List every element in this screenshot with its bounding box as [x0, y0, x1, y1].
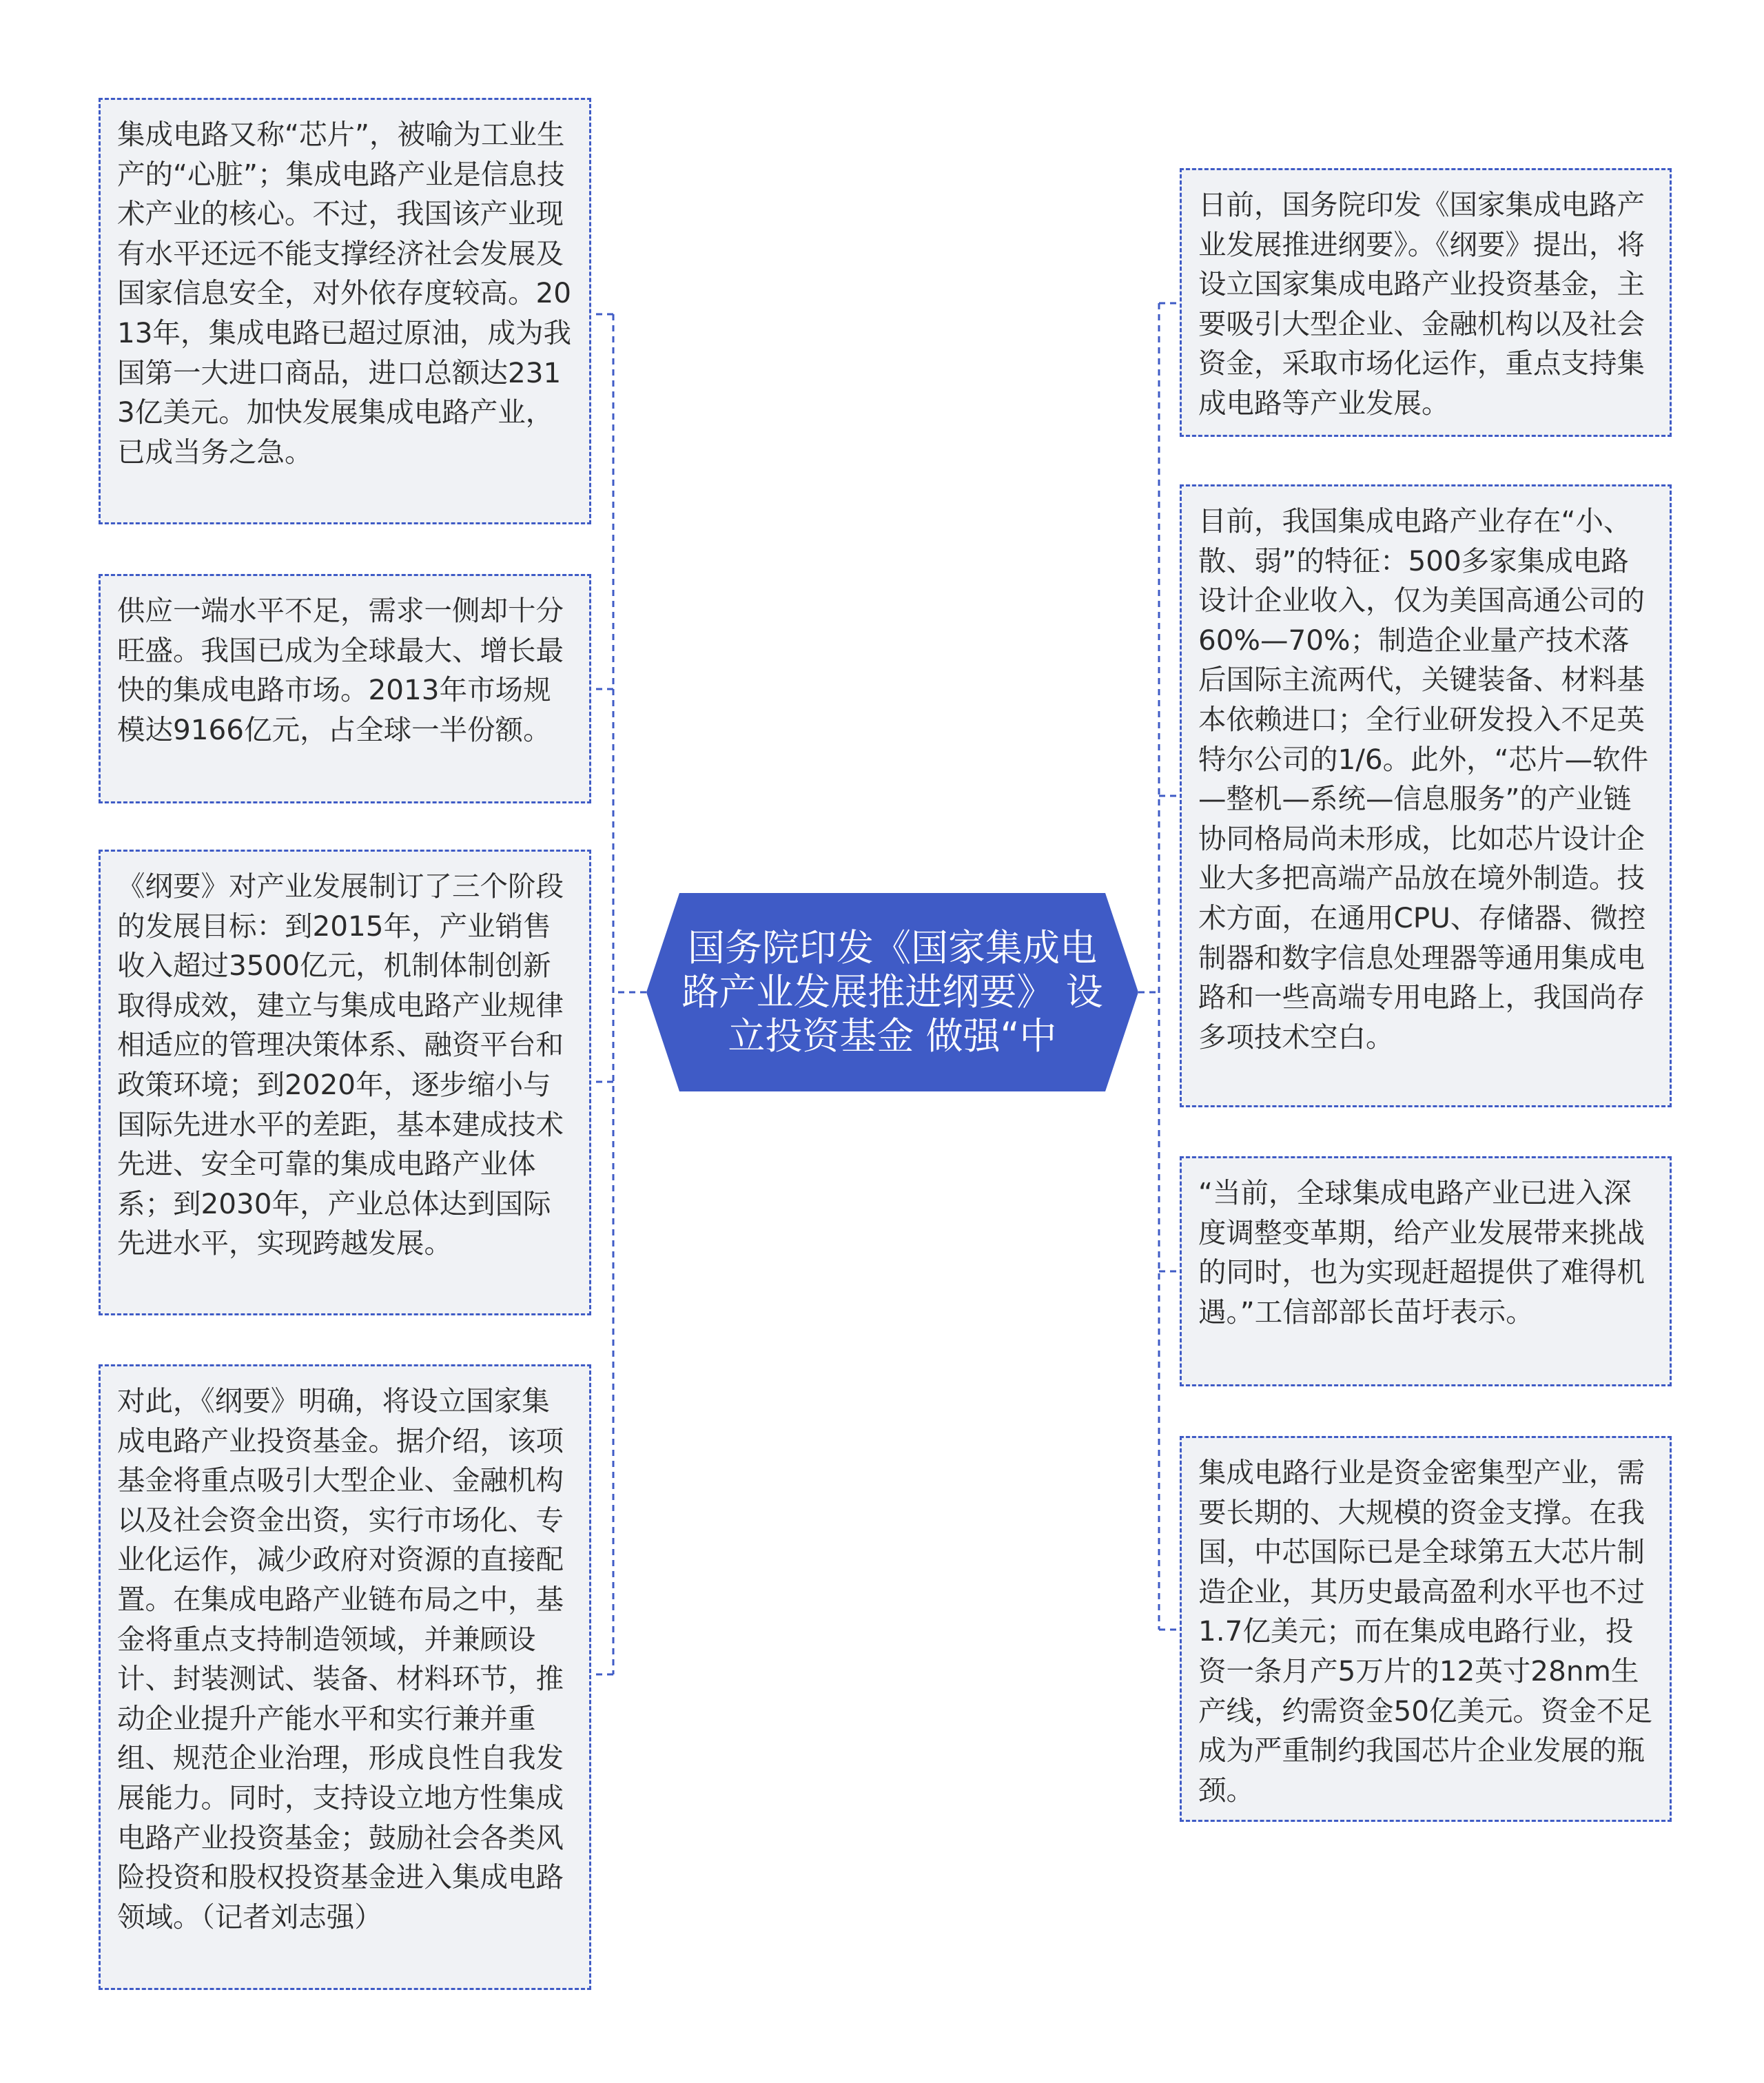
left-node-4-text: 对此，《纲要》明确，将设立国家集成电路产业投资基金。据介绍，该项基金将重点吸引大型企业、金融机构以及社会资金出资，实行市场化、专业化运作，减少政府对资源的直接配置。在集成电路产业链布局之中，基金将重点支持制造领域，并兼顾设计、封装测试、装备、材料环节，推动企业提升产能水平和实行兼并重组、规范企业治理，形成良性自我发展能力。同时，支持设立地方性集成电路产业投资基金；鼓励社会各类风险投资和股权投资基金进入集成电路领域。（记者刘志强） — [117, 1384, 564, 1933]
central-topic-label: 国务院印发《国家集成电路产业发展推进纲要》 设立投资基金 做强“中 — [681, 926, 1103, 1058]
left-node-3[interactable] — [99, 850, 591, 1315]
left-node-1[interactable] — [99, 98, 591, 524]
right-node-4[interactable] — [1180, 1436, 1672, 1822]
right-node-3-text: “当前，全球集成电路产业已进入深度调整变革期，给产业发展带来挑战的同时，也为实现赶超提供了难得机遇。”工信部部长苗圩表示。 — [1198, 1176, 1645, 1328]
right-node-3[interactable] — [1180, 1156, 1672, 1386]
right-node-4-text: 集成电路行业是资金密集型产业，需要长期的、大规模的资金支撑。在我国，中芯国际已是全球第五大芯片制造企业，其历史最高盈利水平也不过1.7亿美元；而在集成电路行业，投资一条月产5万片的12英寸28nm生产线，约需资金50亿美元。资金不足成为严重制约我国芯片企业发展的瓶颈。 — [1198, 1456, 1653, 1807]
central-topic[interactable] — [646, 893, 1138, 1091]
left-node-4[interactable] — [99, 1364, 591, 1990]
left-node-2-text: 供应一端水平不足，需求一侧却十分旺盛。我国已成为全球最大、增长最快的集成电路市场。2013年市场规模达9166亿元，占全球一半份额。 — [117, 594, 564, 746]
left-node-3-text: 《纲要》对产业发展制订了三个阶段的发展目标：到2015年，产业销售收入超过3500亿元，机制体制创新取得成效，建立与集成电路产业规律相适应的管理决策体系、融资平台和政策环境；到2020年，逐步缩小与国际先进水平的差距，基本建成技术先进、安全可靠的集成电路产业体系；到2030年，产业总体达到国际先进水平，实现跨越发展。 — [117, 870, 564, 1260]
right-node-2-text: 目前，我国集成电路产业存在“小、散、弱”的特征：500多家集成电路设计企业收入，仅为美国高通公司的60%—70%；制造企业量产技术落后国际主流两代，关键装备、材料基本依赖进口；全行业研发投入不足英特尔公司的1/6。此外，“芯片—软件—整机—系统—信息服务”的产业链协同格局尚未形成，比如芯片设计企业大多把高端产品放在境外制造。技术方面，在通用CPU、存储器、微控制器和数字信息处理器等通用集成电路和一些高端专用电路上，我国尚存多项技术空白。 — [1198, 504, 1649, 1054]
left-node-2[interactable] — [99, 574, 591, 803]
right-node-1-text: 日前，国务院印发《国家集成电路产业发展推进纲要》。《纲要》提出，将设立国家集成电路产业投资基金，主要吸引大型企业、金融机构以及社会资金，采取市场化运作，重点支持集成电路等产业发展。 — [1198, 188, 1645, 420]
right-node-2[interactable] — [1180, 484, 1672, 1107]
right-node-1[interactable] — [1180, 168, 1672, 437]
left-node-1-text: 集成电路又称“芯片”，被喻为工业生产的“心脏”；集成电路产业是信息技术产业的核心。不过，我国该产业现有水平还远不能支撑经济社会发展及国家信息安全，对外依存度较高。2013年，集成电路已超过原油，成为我国第一大进口商品，进口总额达2313亿美元。加快发展集成电路产业，已成当务之急。 — [117, 118, 572, 469]
